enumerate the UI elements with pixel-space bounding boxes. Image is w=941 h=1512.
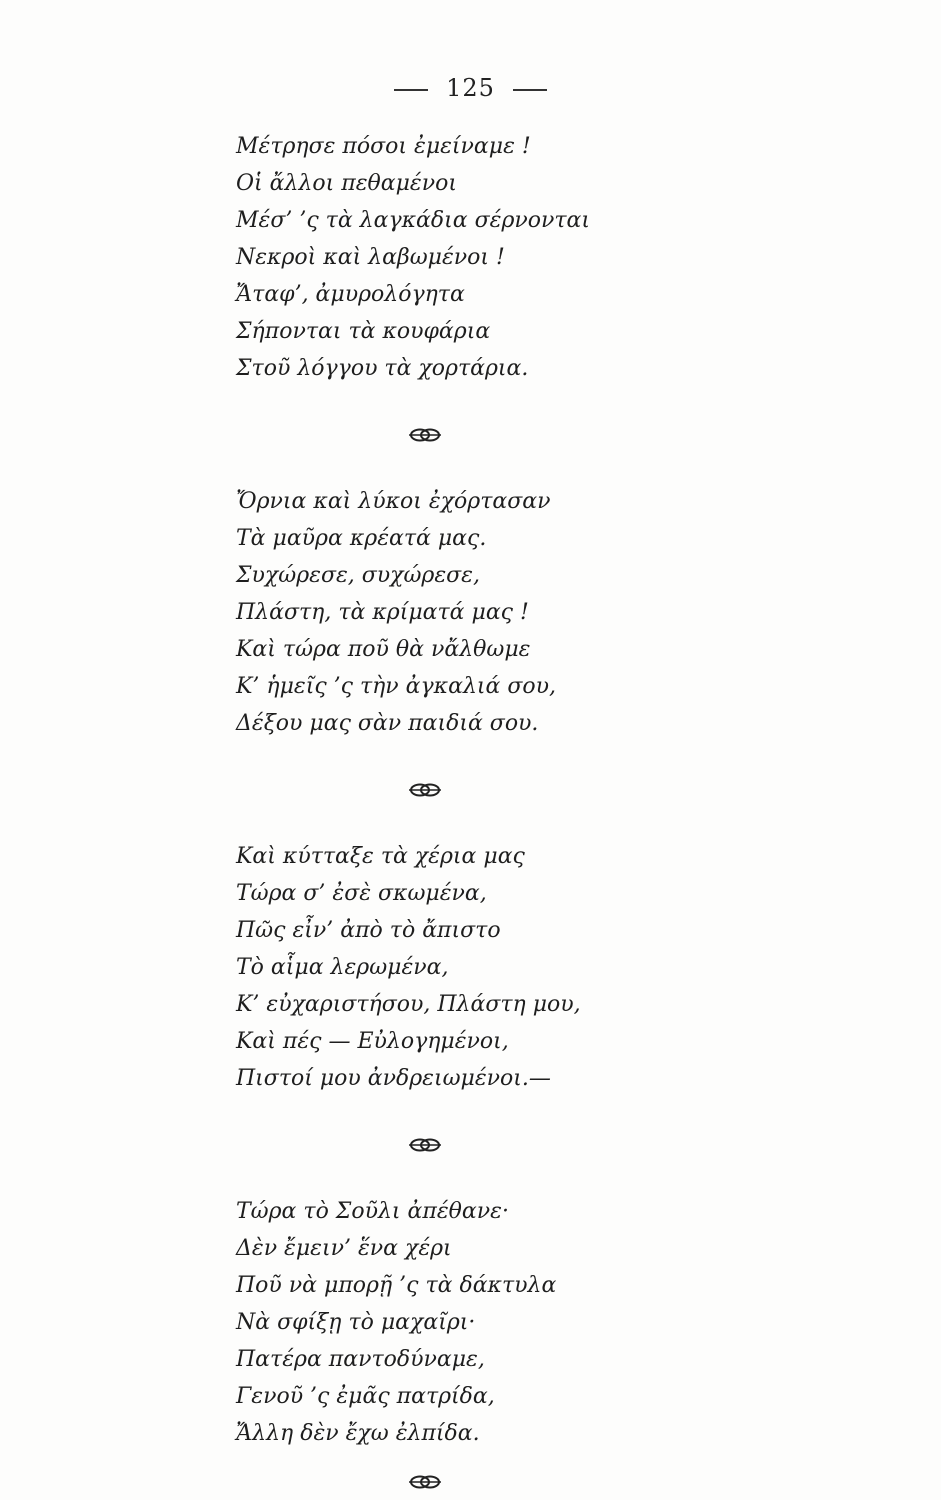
poem-line: Τὸ αἷμα λερωμένα,	[236, 955, 449, 980]
poem-line: Στοῦ λόγγου τὰ χορτάρια.	[236, 356, 529, 381]
chain-link-ornament-icon	[408, 1474, 442, 1490]
chain-link-ornament-icon	[408, 427, 442, 443]
poem-line: Συχώρεσε, συχώρεσε,	[236, 563, 480, 588]
left-dash	[394, 89, 428, 91]
poem-line: Ποῦ νὰ μπορῇ ’ς τὰ δάκτυλα	[236, 1273, 557, 1298]
chain-link-ornament-icon	[408, 782, 442, 798]
poem-line: Ὄρνια καὶ λύκοι ἐχόρτασαν	[236, 489, 551, 514]
poem-line: Κ’ εὐχαριστήσου, Πλάστη μου,	[236, 992, 581, 1017]
page-number: 125	[446, 74, 495, 102]
poem-line: Πῶς εἶν’ ἀπὸ τὸ ἄπιστο	[236, 918, 501, 943]
poem-line: Καὶ πές — Εὐλογημένοι,	[236, 1029, 509, 1054]
poem-line: Πατέρα παντοδύναμε,	[236, 1347, 485, 1372]
stanza-4	[236, 1193, 876, 1452]
poem-line: Σήπονται τὰ κουφάρια	[236, 319, 491, 344]
poem-line: Μέσ’ ’ς τὰ λαγκάδια σέρνονται	[236, 208, 591, 233]
stanza-separator	[236, 387, 876, 483]
poem-line: Τώρα σ’ ἐσὲ σκωμένα,	[236, 881, 487, 906]
poem-line: Τὰ μαῦρα κρέατά μας.	[236, 526, 487, 551]
stanza-separator	[236, 1097, 876, 1193]
stanza-separator	[236, 1452, 876, 1512]
page-number-header	[0, 74, 941, 102]
chain-link-ornament-icon	[408, 1137, 442, 1153]
poem-line: Μέτρησε πόσοι ἐμείναμε !	[236, 134, 531, 159]
right-dash	[513, 89, 547, 91]
poem-line: Ἄταφ’, ἀμυρολόγητα	[236, 282, 465, 307]
stanza-2	[236, 483, 876, 742]
poem-line: Καὶ τώρα ποῦ θὰ νἄλθωμε	[236, 637, 531, 662]
poem-line: Γενοῦ ’ς ἐμᾶς πατρίδα,	[236, 1384, 495, 1409]
poem-line: Οἱ ἄλλοι πεθαμένοι	[236, 171, 457, 196]
poem-line: Ἄλλη δὲν ἔχω ἐλπίδα.	[236, 1421, 480, 1446]
stanza-3	[236, 838, 876, 1097]
poem-line: Νὰ σφίξῃ τὸ μαχαῖρι·	[236, 1310, 476, 1335]
poem-line: Τώρα τὸ Σοῦλι ἀπέθανε·	[236, 1199, 509, 1224]
poem-line: Κ’ ἡμεῖς ’ς τὴν ἀγκαλιά σου,	[236, 674, 557, 699]
stanza-1	[236, 128, 876, 387]
poem-line: Πιστοί μου ἀνδρειωμένοι.—	[236, 1066, 551, 1091]
poem	[236, 128, 876, 1512]
stanza-separator	[236, 742, 876, 838]
poem-line: Νεκροὶ καὶ λαβωμένοι !	[236, 245, 505, 270]
poem-line: Δέξου μας σὰν παιδιά σου.	[236, 711, 539, 736]
poem-line: Καὶ κύτταξε τὰ χέρια μας	[236, 844, 525, 869]
poem-line: Δὲν ἔμειν’ ἕνα χέρι	[236, 1236, 452, 1261]
poem-line: Πλάστη, τὰ κρίματά μας !	[236, 600, 529, 625]
